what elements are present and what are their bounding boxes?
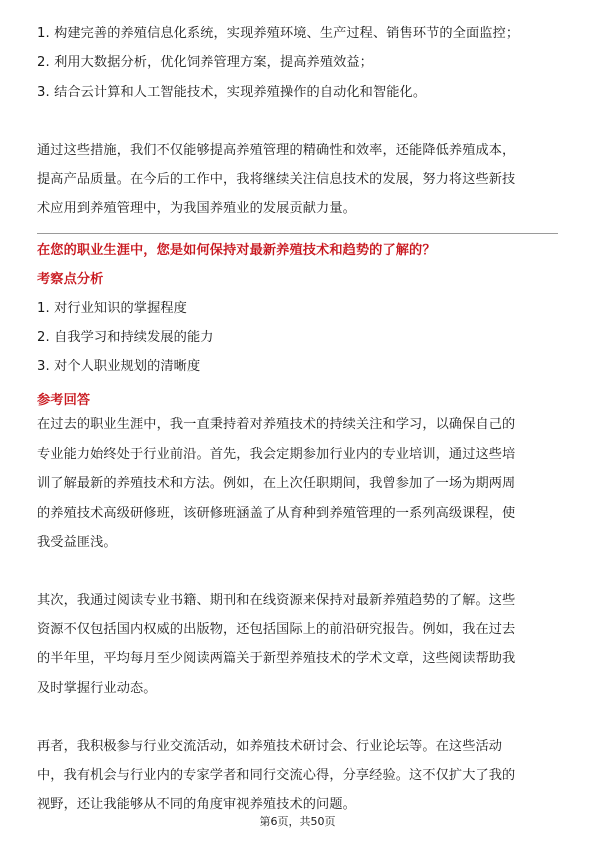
page-number: 第6页，共50页 bbox=[259, 815, 336, 828]
analysis-point: 3. 对个人职业规划的清晰度 bbox=[37, 359, 201, 374]
intro-list-item: 3. 结合云计算和人工智能技术，实现养殖操作的自动化和智能化。 bbox=[37, 85, 427, 100]
analysis-point: 2. 自我学习和持续发展的能力 bbox=[37, 330, 214, 345]
question-heading: 在您的职业生涯中，您是如何保持对最新养殖技术和趋势的了解的？ bbox=[37, 243, 436, 258]
conclusion-line: 通过这些措施，我们不仅能够提高养殖管理的精确性和效率，还能降低养殖成本， bbox=[37, 143, 516, 158]
answer-paragraph-1-line: 我受益匪浅。 bbox=[37, 535, 117, 550]
answer-paragraph-1-line: 的养殖技术高级研修班，该研修班涵盖了从育种到养殖管理的一系列高级课程，使 bbox=[37, 506, 516, 521]
section-divider bbox=[37, 233, 558, 234]
answer-paragraph-3-line: 中，我有机会与行业内的专家学者和同行交流心得，分享经验。这不仅扩大了我的 bbox=[37, 768, 516, 783]
intro-list-item: 2. 利用大数据分析，优化饲养管理方案，提高养殖效益； bbox=[37, 55, 373, 70]
answer-paragraph-2-line: 及时掌握行业动态。 bbox=[37, 681, 157, 696]
answer-paragraph-1-line: 训了解最新的养殖技术和方法。例如，在上次任职期间，我曾参加了一场为期两周 bbox=[37, 476, 516, 491]
intro-list-item: 1. 构建完善的养殖信息化系统，实现养殖环境、生产过程、销售环节的全面监控； bbox=[37, 26, 520, 41]
analysis-heading: 考察点分析 bbox=[37, 272, 104, 287]
answer-paragraph-3-line: 再者，我积极参与行业交流活动，如养殖技术研讨会、行业论坛等。在这些活动 bbox=[37, 739, 503, 754]
answer-paragraph-1-line: 专业能力始终处于行业前沿。首先，我会定期参加行业内的专业培训，通过这些培 bbox=[37, 447, 516, 462]
answer-paragraph-2-line: 其次，我通过阅读专业书籍、期刊和在线资源来保持对最新养殖趋势的了解。这些 bbox=[37, 593, 516, 608]
conclusion-line: 术应用到养殖管理中，为我国养殖业的发展贡献力量。 bbox=[37, 201, 356, 216]
answer-paragraph-1-line: 在过去的职业生涯中，我一直秉持着对养殖技术的持续关注和学习，以确保自己的 bbox=[37, 417, 516, 432]
answer-heading: 参考回答 bbox=[37, 393, 91, 408]
conclusion-line: 提高产品质量。在今后的工作中，我将继续关注信息技术的发展，努力将这些新技 bbox=[37, 172, 516, 187]
answer-paragraph-2-line: 的半年里，平均每月至少阅读两篇关于新型养殖技术的学术文章，这些阅读帮助我 bbox=[37, 651, 516, 666]
analysis-point: 1. 对行业知识的掌握程度 bbox=[37, 301, 187, 316]
answer-paragraph-3-line: 视野，还让我能够从不同的角度审视养殖技术的问题。 bbox=[37, 797, 356, 812]
answer-paragraph-2-line: 资源不仅包括国内权威的出版物，还包括国际上的前沿研究报告。例如，我在过去 bbox=[37, 622, 516, 637]
